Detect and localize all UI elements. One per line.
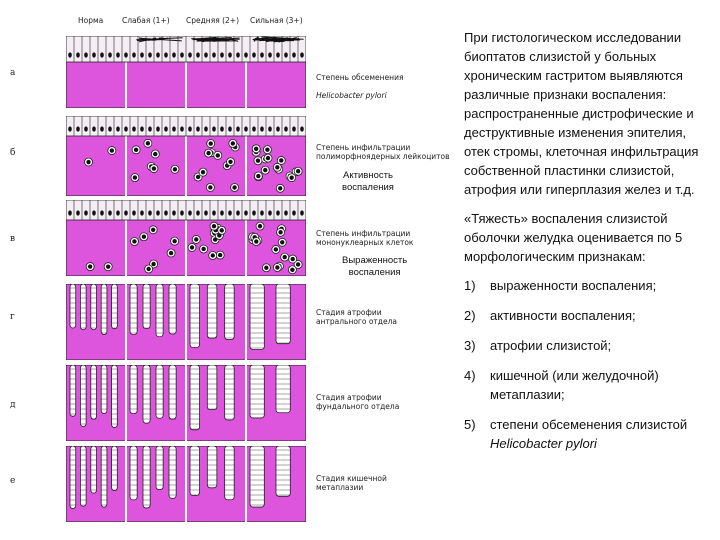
epithelial-nucleus — [84, 210, 88, 215]
epithelial-nucleus — [252, 210, 256, 215]
gland — [130, 365, 137, 414]
epithelial-nucleus — [116, 126, 120, 131]
epithelial-nucleus — [252, 52, 256, 57]
epithelial-nucleus — [284, 52, 288, 57]
inflammatory-cell-nucleus — [153, 152, 157, 156]
epithelial-nucleus — [204, 210, 208, 215]
inflammatory-cell-nucleus — [266, 156, 270, 160]
epithelial-nucleus — [188, 210, 192, 215]
epithelial-nucleus — [236, 210, 240, 215]
inflammatory-cell-nucleus — [151, 262, 155, 266]
column-header-moderate: Средняя (2+) — [186, 16, 240, 25]
epithelial-nucleus — [212, 52, 216, 57]
row-letter-d: д — [10, 400, 16, 410]
inflammatory-cell-nucleus — [146, 267, 150, 271]
overlay-severity-label: Выраженность воспаления — [342, 255, 408, 278]
criteria-number: 3) — [464, 338, 476, 353]
epithelial-nucleus — [180, 210, 184, 215]
epithelial-nucleus — [84, 126, 88, 131]
epithelial-nucleus — [172, 52, 176, 57]
criteria-text — [490, 415, 714, 453]
inflammatory-cell-nucleus — [209, 141, 213, 145]
epithelial-nucleus — [212, 210, 216, 215]
epithelial-nucleus — [260, 210, 264, 215]
inflammatory-cell-nucleus — [279, 158, 283, 162]
row-letter-e: е — [10, 476, 16, 486]
epithelial-nucleus — [284, 126, 288, 131]
epithelial-nucleus — [204, 52, 208, 57]
inflammatory-cell-nucleus — [208, 185, 212, 189]
inflammatory-cell-nucleus — [280, 240, 284, 244]
paragraph-severity: «Тяжесть» воспаления слизистой оболочки желудка оценивается по 5 морфологическим признакам: — [464, 211, 683, 264]
strip-helicobacter — [66, 36, 306, 108]
strip-intestinal-metaplasia — [66, 446, 306, 522]
epithelial-nucleus — [164, 126, 168, 131]
criteria-number: 2) — [464, 308, 476, 323]
gland — [143, 446, 150, 508]
criteria-item — [464, 336, 714, 355]
epithelial-nucleus — [212, 126, 216, 131]
row-caption-a — [316, 64, 403, 100]
epithelial-nucleus — [180, 52, 184, 57]
gland — [130, 284, 137, 335]
inflammatory-cell-nucleus — [133, 175, 137, 179]
gland — [276, 446, 290, 496]
gland — [80, 365, 86, 426]
epithelial-nucleus — [252, 126, 256, 131]
inflammatory-cell-nucleus — [254, 147, 258, 151]
epithelial-nucleus — [220, 52, 224, 57]
epithelial-nucleus — [100, 126, 104, 131]
epithelial-nucleus — [292, 210, 296, 215]
epithelial-nucleus — [108, 210, 112, 215]
epithelial-nucleus — [228, 126, 232, 131]
gland — [225, 365, 235, 420]
inflammatory-cell-nucleus — [194, 237, 198, 241]
strip-polymorphonuclear — [66, 116, 306, 196]
criteria-text: атрофии слизистой; — [490, 338, 612, 353]
epithelial-nucleus — [300, 52, 304, 57]
epithelial-nucleus — [156, 210, 160, 215]
epithelial-nucleus — [180, 126, 184, 131]
inflammatory-cell-nucleus — [152, 166, 156, 170]
criteria-number: 1) — [464, 278, 476, 293]
epithelial-nucleus — [244, 52, 248, 57]
gland — [91, 446, 97, 493]
epithelial-nucleus — [92, 52, 96, 57]
gland — [130, 446, 137, 500]
inflammatory-cell-nucleus — [232, 185, 236, 189]
inflammatory-cell-nucleus — [196, 175, 200, 179]
epithelial-nucleus — [220, 210, 224, 215]
epithelial-nucleus — [164, 210, 168, 215]
row-letter-b: б — [10, 148, 16, 158]
inflammatory-cell-nucleus — [296, 169, 300, 173]
epithelial-nucleus — [92, 210, 96, 215]
row-caption-e: Стадия кишечной метаплазии — [316, 474, 387, 492]
inflammatory-cell-nucleus — [289, 175, 293, 179]
epithelial-nucleus — [268, 52, 272, 57]
inflammatory-cell-nucleus — [151, 228, 155, 232]
gland — [250, 365, 264, 418]
epithelial-nucleus — [76, 52, 80, 57]
epithelial-nucleus — [228, 52, 232, 57]
column-header-severe: Сильная (3+) — [250, 16, 303, 25]
epithelial-nucleus — [244, 126, 248, 131]
epithelial-nucleus — [196, 52, 200, 57]
inflammatory-cell-nucleus — [275, 165, 279, 169]
description-text — [464, 28, 714, 464]
epithelial-nucleus — [148, 52, 152, 57]
inflammatory-cell-nucleus — [256, 159, 260, 163]
criteria-text-species: Helicobacter pylori — [490, 436, 597, 451]
epithelial-nucleus — [244, 210, 248, 215]
epithelial-nucleus — [204, 126, 208, 131]
gland — [190, 365, 200, 430]
criteria-text: активности воспаления; — [490, 308, 636, 323]
inflammatory-cell-nucleus — [142, 235, 146, 239]
criteria-text-main: степени обсеменения слизистой — [490, 417, 688, 432]
row-caption-v: Степень инфильтрации мононуклеарных клеток — [316, 229, 414, 247]
epithelial-nucleus — [140, 210, 144, 215]
epithelial-nucleus — [76, 210, 80, 215]
epithelial-nucleus — [132, 210, 136, 215]
criteria-item — [464, 366, 714, 404]
epithelial-nucleus — [172, 126, 176, 131]
epithelial-nucleus — [132, 52, 136, 57]
criteria-text: выраженности воспаления; — [490, 278, 657, 293]
gland — [112, 446, 118, 491]
epithelial-nucleus — [188, 52, 192, 57]
criteria-item — [464, 306, 714, 325]
epithelial-nucleus — [196, 210, 200, 215]
epithelial-nucleus — [164, 52, 168, 57]
row-letter-a: а — [10, 68, 16, 78]
gland — [91, 365, 97, 419]
gland — [169, 284, 176, 334]
inflammatory-cell-nucleus — [278, 186, 282, 190]
epithelial-nucleus — [228, 210, 232, 215]
criteria-number: 5) — [464, 417, 476, 432]
inflammatory-cell-nucleus — [216, 153, 220, 157]
epithelial-nucleus — [140, 126, 144, 131]
inflammatory-cell-nucleus — [201, 170, 205, 174]
epithelial-nucleus — [292, 126, 296, 131]
epithelial-nucleus — [140, 52, 144, 57]
epithelial-nucleus — [68, 210, 72, 215]
inflammatory-cell-nucleus — [173, 167, 177, 171]
epithelial-nucleus — [220, 126, 224, 131]
gland — [169, 365, 176, 419]
gland — [112, 284, 118, 329]
criteria-number: 4) — [464, 368, 476, 383]
epithelial-nucleus — [84, 52, 88, 57]
inflammatory-cell-nucleus — [146, 141, 150, 145]
bacteria-mark — [260, 40, 266, 41]
gland — [225, 446, 235, 500]
gland — [70, 365, 76, 416]
gland — [101, 365, 107, 413]
gland — [207, 446, 217, 488]
epithelial-nucleus — [268, 210, 272, 215]
epithelial-nucleus — [268, 126, 272, 131]
row-caption-b: Степень инфильтрации полиморфноядерных лейкоцитов — [316, 143, 450, 161]
gland — [70, 446, 76, 509]
inflammatory-cell-nucleus — [172, 239, 176, 243]
epithelial-nucleus — [196, 126, 200, 131]
inflammatory-cell-nucleus — [275, 265, 279, 269]
inflammatory-cell-nucleus — [211, 253, 215, 257]
epithelial-nucleus — [148, 126, 152, 131]
gland — [156, 365, 163, 418]
row-caption-d: Стадия атрофии фундального отдела — [316, 393, 400, 411]
epithelial-nucleus — [92, 126, 96, 131]
gland — [70, 284, 76, 328]
inflammatory-cell-nucleus — [258, 224, 262, 228]
inflammatory-cell-nucleus — [218, 253, 222, 257]
overlay-activity-label: Активность воспаления — [342, 170, 394, 193]
inflammatory-cell-nucleus — [231, 141, 235, 145]
row-caption-a-species: Helicobacter pylori — [316, 91, 387, 100]
gland — [80, 284, 86, 330]
epithelial-nucleus — [188, 126, 192, 131]
inflammatory-cell-nucleus — [190, 245, 194, 249]
epithelial-nucleus — [260, 126, 264, 131]
inflammatory-cell-nucleus — [291, 257, 295, 261]
criteria-text: кишечной (или желудочной) метаплазии; — [490, 368, 659, 402]
inflammatory-cell-nucleus — [265, 147, 269, 151]
epithelial-nucleus — [300, 210, 304, 215]
inflammatory-cell-nucleus — [274, 247, 278, 251]
strip-mononuclear — [66, 200, 306, 276]
epithelial-nucleus — [124, 52, 128, 57]
epithelial-nucleus — [68, 52, 72, 57]
epithelial-nucleus — [100, 210, 104, 215]
criteria-item — [464, 415, 714, 453]
row-letter-g: г — [10, 312, 15, 322]
gland — [169, 446, 176, 498]
epithelial-nucleus — [236, 52, 240, 57]
epithelial-nucleus — [68, 126, 72, 131]
criteria-item — [464, 276, 714, 295]
inflammatory-cell-nucleus — [169, 251, 173, 255]
inflammatory-cell-nucleus — [220, 228, 224, 232]
strip-antral-atrophy — [66, 284, 306, 360]
inflammatory-cell-nucleus — [106, 264, 110, 268]
row-caption-a-text: Степень обсеменения — [316, 73, 404, 82]
epithelial-nucleus — [300, 126, 304, 131]
gland — [156, 284, 163, 337]
epithelial-nucleus — [108, 52, 112, 57]
paragraph-histology: При гистологическом исследовании биоптатов слизистой у больных хроническим гастритом выявляются различные признаки воспаления: распространенные дистрофические и деструктивные изменения эпителия, отек стромы, клеточная инфильтрация собственной пластинки слизистой, атрофия или гиперплазия желез и т.д. — [464, 30, 699, 197]
epithelial-nucleus — [236, 126, 240, 131]
epithelial-nucleus — [260, 52, 264, 57]
gland — [190, 446, 200, 495]
inflammatory-cell-nucleus — [86, 160, 90, 164]
gland — [250, 284, 264, 349]
gland — [156, 446, 163, 490]
epithelial-nucleus — [148, 210, 152, 215]
column-header-normal: Норма — [78, 16, 104, 25]
gland — [101, 284, 107, 335]
inflammatory-cell-nucleus — [201, 247, 205, 251]
epithelial-nucleus — [100, 52, 104, 57]
strip-fundal-atrophy — [66, 365, 306, 441]
gland — [112, 365, 118, 428]
epithelial-nucleus — [276, 52, 280, 57]
epithelial-nucleus — [156, 52, 160, 57]
inflammatory-cell-nucleus — [254, 239, 258, 243]
row-caption-g: Стадия атрофии антрального отдела — [316, 308, 397, 326]
inflammatory-cell-nucleus — [283, 255, 287, 259]
epithelial-nucleus — [108, 126, 112, 131]
inflammatory-cell-nucleus — [206, 151, 210, 155]
epithelial-nucleus — [124, 210, 128, 215]
inflammatory-cell-nucleus — [264, 266, 268, 270]
gland — [207, 284, 217, 338]
epithelial-nucleus — [156, 126, 160, 131]
epithelial-nucleus — [76, 126, 80, 131]
epithelial-nucleus — [116, 52, 120, 57]
inflammatory-cell-nucleus — [110, 148, 114, 152]
inflammatory-cell-nucleus — [88, 264, 92, 268]
gland — [225, 284, 235, 340]
row-letter-v: в — [10, 234, 16, 244]
epithelial-nucleus — [124, 126, 128, 131]
epithelial-nucleus — [284, 210, 288, 215]
inflammatory-cell-nucleus — [256, 174, 260, 178]
gland — [207, 365, 217, 410]
criteria-list — [464, 276, 714, 453]
epithelial-nucleus — [116, 210, 120, 215]
epithelial-nucleus — [292, 52, 296, 57]
inflammatory-cell-nucleus — [134, 148, 138, 152]
inflammatory-cell-nucleus — [296, 262, 300, 266]
inflammatory-cell-nucleus — [132, 239, 136, 243]
inflammatory-cell-nucleus — [290, 268, 294, 272]
epithelial-nucleus — [132, 126, 136, 131]
epithelial-nucleus — [276, 126, 280, 131]
inflammatory-cell-nucleus — [263, 168, 267, 172]
inflammatory-cell-nucleus — [212, 224, 216, 228]
epithelial-nucleus — [172, 210, 176, 215]
column-header-mild: Слабая (1+) — [122, 16, 170, 25]
inflammatory-cell-nucleus — [228, 160, 232, 164]
gland — [143, 284, 150, 329]
inflammatory-cell-nucleus — [278, 230, 282, 234]
epithelial-nucleus — [276, 210, 280, 215]
